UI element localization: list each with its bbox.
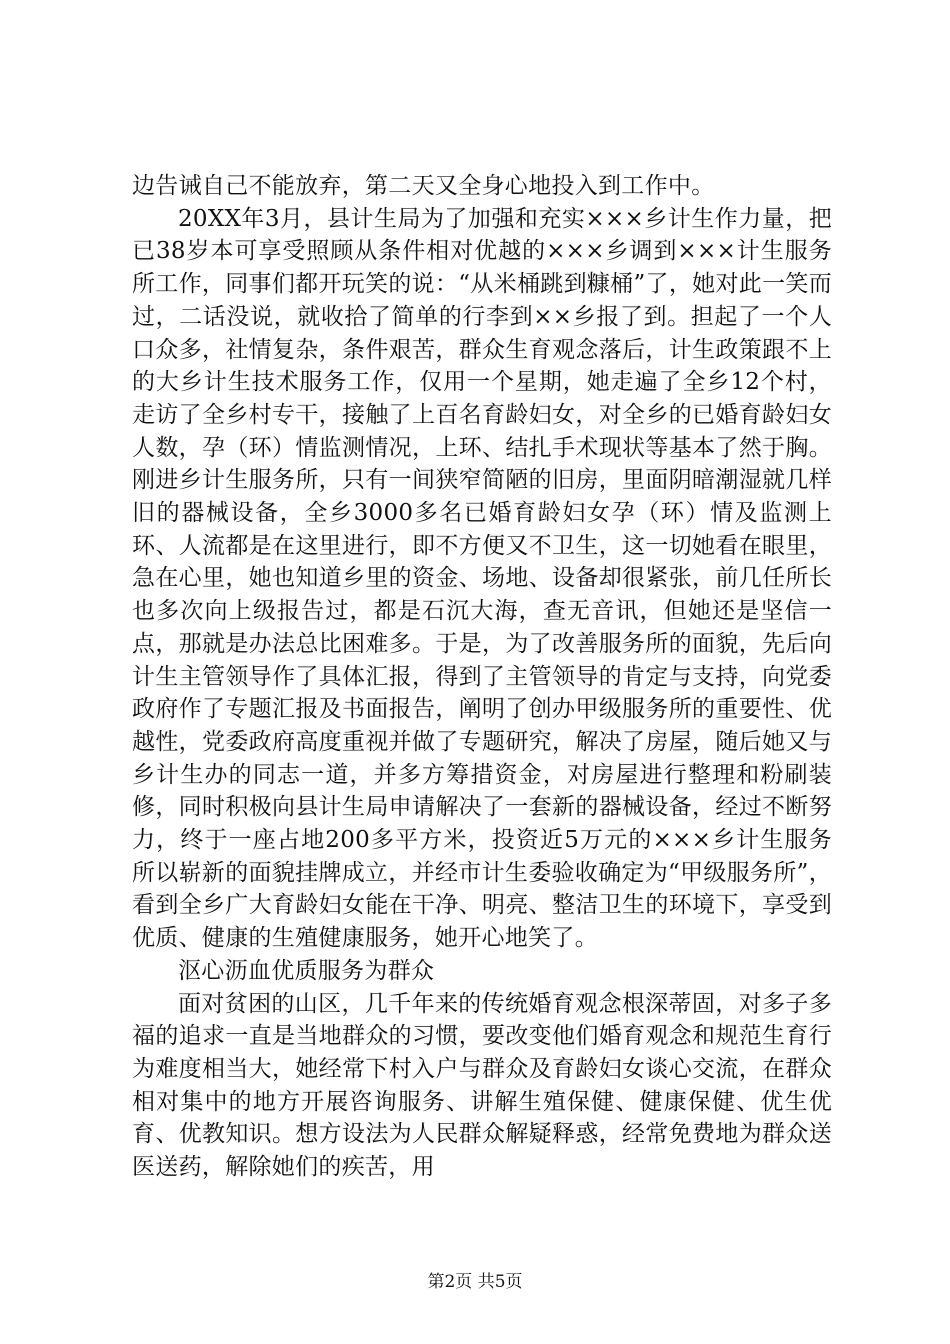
document-body [132,170,832,1184]
paragraph-continuation: 边告诫自己不能放弃，第二天又全身心地投入到工作中。 [132,173,715,199]
section-heading: 沤心沥血优质服务为群众 [178,957,435,984]
page-footer: 第2页 共5页 [427,1272,523,1292]
paragraph-relocation: 20XX年3月，县计生局为了加强和充实×××乡计生作力量，把已38岁本可享受照顾从条件相对优越的×××乡调到×××计生服务所工作，同事们都开玩笑的说：“从米桶跳到糠桶”了，她对此一笑而过，二话没说，就收拾了简单的行李到××乡报了到。担起了一个人口众多，社情复杂，条件艰苦，群众生育观念落后，计生政策跟不上的大乡计生技术服务工作，仅用一个星期，她走遍了全乡12个村，走访了全乡村专干，接触了上百名育龄妇女，对全乡的已婚育龄妇女人数，孕（环）情监测情况，上环、结扎手术现状等基本了然于胸。刚进乡计生服务所，只有一间狭窄简陋的旧房，里面阴暗潮湿就几样旧的器械设备，全乡3000多名已婚育龄妇女孕（环）情及监测上环、人流都是在这里进行，即不方便又不卫生，这一切她看在眼里，急在心里，她也知道乡里的资金、场地、设备却很紧张，前几任所长也多次向上级报告过，都是石沉大海，查无音讯，但她还是坚信一点，那就是办法总比困难多。于是，为了改善服务所的面貌，先后向计生主管领导作了具体汇报，得到了主管领导的肯定与支持，向党委政府作了专题汇报及书面报告，阐明了创办甲级服务所的重要性、优越性，党委政府高度重视并做了专题研究，解决了房屋，随后她又与乡计生办的同志一道，并多方筹措资金，对房屋进行整理和粉刷装修，同时积极向县计生局申请解决了一套新的器械设备，经过不断努力，终于一座占地200多平方米，投资近5万元的×××乡计生服务所以崭新的面貌挂牌成立，并经市计生委验收确定为“甲级服务所”，看到全乡广大育龄妇女能在干净、明亮、整洁卫生的环境下，享受到优质、健康的生殖健康服务，她开心地笑了。 [132,205,832,952]
paragraph-service: 面对贫困的山区，几千年来的传统婚育观念根深蒂固，对多子多福的追求一直是当地群众的习惯，要改变他们婚育观念和规范生育行为难度相当大，她经常下村入户与群众及育龄妇女谈心交流，在群众相对集中的地方开展咨询服务、讲解生殖保健、健康保健、优生优育、优教知识。想方设法为人民群众解疑释惑，经常免费地为群众送医送药，解除她们的疾苦，用 [132,990,832,1181]
